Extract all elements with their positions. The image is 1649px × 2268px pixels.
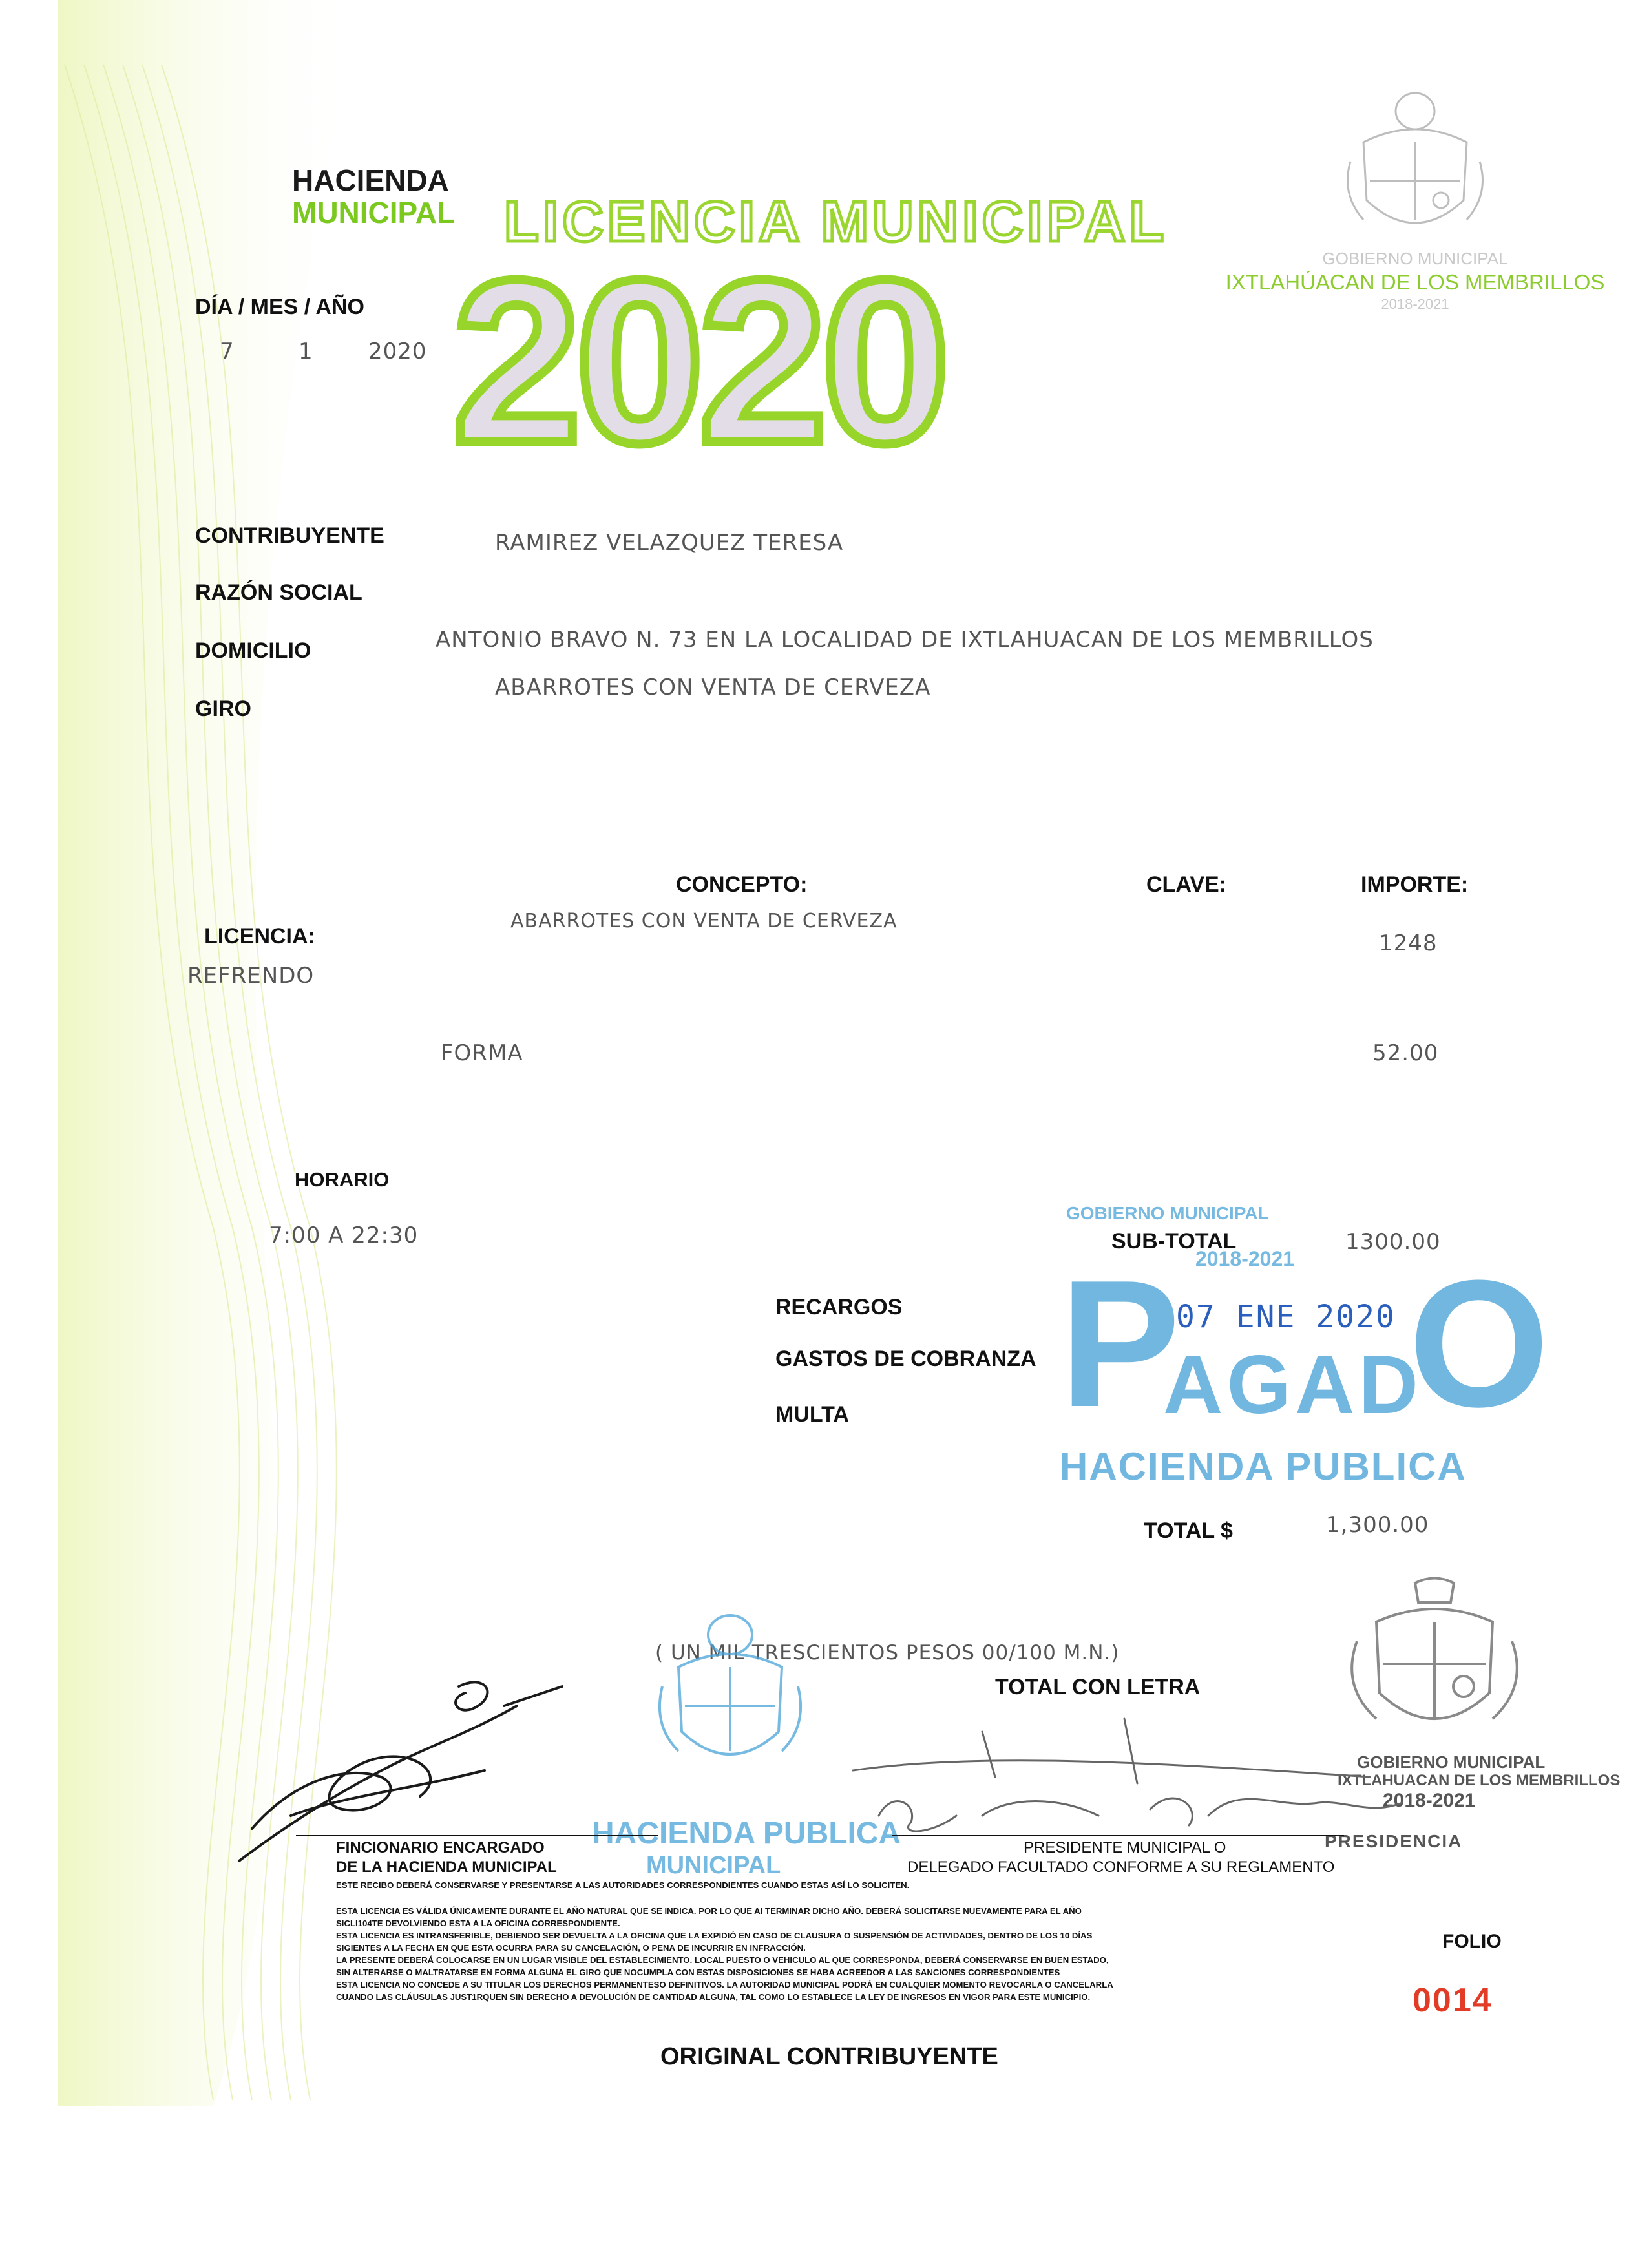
gov-name: GOBIERNO MUNICIPAL	[1322, 249, 1508, 268]
total-in-words: ( UN MIL TRESCIENTOS PESOS 00/100 M.N.)	[655, 1641, 1120, 1664]
giro-label: GIRO	[195, 697, 251, 721]
date-month: 1	[299, 339, 313, 364]
president-title-1: PRESIDENTE MUNICIPAL O	[1024, 1839, 1226, 1856]
paid-stamp-letter-o: O	[1409, 1243, 1549, 1445]
president-title-2: DELEGADO FACULTADO CONFORME A SU REGLAMENTO	[907, 1858, 1335, 1876]
fine-line: SIN ALTERARSE O MALTRATARSE EN FORMA ALGUNA EL GIRO QUE NOCUMPLA CON ESTAS DISPOSICIONES SE HABA ACREEDOR A LAS SANCIONES CORRESPONDIENTES	[336, 1968, 1060, 1977]
domicilio-value: ANTONIO BRAVO N. 73 EN LA LOCALIDAD DE IXTLAHUACAN DE LOS MEMBRILLOS	[436, 627, 1374, 653]
gov-term: 2018-2021	[1381, 296, 1449, 312]
forma-amount: 52.00	[1372, 1040, 1439, 1066]
president-signature-line	[892, 1835, 1344, 1836]
contribuyente-value: RAMIREZ VELAZQUEZ TERESA	[495, 530, 844, 556]
right-stamp-presidencia: PRESIDENCIA	[1325, 1831, 1463, 1851]
license-title: LICENCIA MUNICIPAL	[504, 189, 1168, 253]
horario-value: 7:00 A 22:30	[269, 1223, 419, 1248]
treasurer-title-2: DE LA HACIENDA MUNICIPAL	[336, 1858, 557, 1876]
municipal-subtitle: MUNICIPAL	[292, 196, 456, 229]
hacienda-title: HACIENDA	[292, 163, 449, 197]
total-value: 1,300.00	[1326, 1512, 1429, 1538]
right-stamp-municipality: IXTLAHUACAN DE LOS MEMBRILLOS	[1338, 1772, 1621, 1789]
copy-label: ORIGINAL CONTRIBUYENTE	[660, 2043, 998, 2070]
razon-social-label: RAZÓN SOCIAL	[195, 580, 362, 605]
right-stamp-term: 2018-2021	[1383, 1790, 1476, 1811]
fine-line: ESTA LICENCIA ES VÁLIDA ÚNICAMENTE DURANTE EL AÑO NATURAL QUE SE INDICA. POR LO QUE AI TERMINAR DICHO AÑO. DEBERÁ SOLICITARSE NUEVAMENTE PARA EL AÑO	[336, 1906, 1082, 1916]
total-label: TOTAL $	[1144, 1518, 1233, 1543]
fine-line: SICLI104TE DEVOLVIENDO ESTA A LA OFICINA CORRESPONDIENTE.	[336, 1918, 620, 1928]
subtotal-value: 1300.00	[1345, 1229, 1441, 1255]
importe-header: IMPORTE:	[1361, 872, 1469, 897]
fine-line: ESTA LICENCIA NO CONCEDE A SU TITULAR LOS DERECHOS PERMANENTESO DEFINITIVOS. LA AUTORIDAD MUNICIPAL PODRÁ EN CUALQUIER MOMENTO REVOCARLA O CANCELARLA	[336, 1980, 1113, 1990]
contribuyente-label: CONTRIBUYENTE	[195, 523, 384, 548]
licencia-label: LICENCIA:	[204, 924, 315, 949]
hacienda-seal-icon	[653, 1609, 808, 1790]
paid-stamp-word: AGAD	[1163, 1339, 1422, 1431]
domicilio-label: DOMICILIO	[195, 638, 311, 663]
legal-fine-print	[336, 1905, 1331, 2003]
fine-line: SIGIENTES A LA FECHA EN QUE ESTA OCURRA PARA SU CANCELACIÓN, O PENA DE INCURRIR EN INFRACCIÓN.	[336, 1943, 806, 1953]
paid-stamp-hacienda: HACIENDA PUBLICA	[1060, 1445, 1467, 1488]
gob-stamp-text: GOBIERNO MUNICIPAL	[1066, 1203, 1269, 1223]
gob-stamp-term: 2018-2021	[1195, 1247, 1295, 1270]
licencia-amount: 1248	[1379, 930, 1438, 956]
multa-label: MULTA	[775, 1402, 849, 1427]
year-banner: 2020	[452, 232, 944, 492]
concepto-header: CONCEPTO:	[676, 872, 808, 897]
giro-value: ABARROTES CON VENTA DE CERVEZA	[495, 675, 931, 700]
paid-stamp-date: 07 ENE 2020	[1176, 1299, 1396, 1335]
date-year: 2020	[368, 339, 427, 364]
fine-line: LA PRESENTE DEBERÁ COLOCARSE EN UN LUGAR VISIBLE DEL ESTABLECIMIENTO. LOCAL PUESTO O VEHICULO AL QUE CORRESPONDA, DEBERÁ CONSERVARSE EN BUEN ESTADO,	[336, 1955, 1109, 1965]
treasurer-signature-line	[296, 1835, 658, 1836]
coat-of-arms-icon	[1344, 84, 1486, 252]
folio-label: FOLIO	[1442, 1931, 1502, 1952]
right-stamp-gov: GOBIERNO MUNICIPAL	[1357, 1752, 1546, 1772]
president-signature-icon	[788, 1706, 1518, 1842]
licencia-concept: ABARROTES CON VENTA DE CERVEZA	[510, 910, 898, 932]
gov-municipality: IXTLAHÚACAN DE LOS MEMBRILLOS	[1225, 270, 1605, 294]
horario-label: HORARIO	[295, 1168, 390, 1191]
total-in-words-label: TOTAL CON LETRA	[995, 1675, 1201, 1699]
recargos-label: RECARGOS	[775, 1295, 903, 1319]
hacienda-stamp-municipal: MUNICIPAL	[646, 1852, 781, 1879]
clave-header: CLAVE:	[1146, 872, 1227, 897]
fine-line: CUANDO LAS CLÁUSULAS JUST1RQUEN SIN DERECHO A DEVOLUCIÓN DE CANTIDAD ALGUNA, TAL COMO LO ESTABLECE LA LEY DE INGRESOS EN VIGOR PARA ESTE MUNICIPIO.	[336, 1992, 1091, 2002]
fine-line: ESTA LICENCIA ES INTRANSFERIBLE, DEBIENDO SER DEVUELTA A LA OFICINA QUE LA EXPIDIÓ EN CASO DE CLAUSURA O SUSPENSIÓN DE ACTIVIDADES, DENTRO DE LOS 10 DÍAS	[336, 1931, 1093, 1940]
hacienda-stamp-text: HACIENDA PUBLICA	[592, 1816, 901, 1851]
forma-label: FORMA	[441, 1040, 523, 1066]
treasurer-title-1: FINCIONARIO ENCARGADO	[336, 1839, 545, 1856]
subtotal-label: SUB-TOTAL	[1111, 1229, 1237, 1254]
paid-stamp-letter-p: P	[1060, 1243, 1181, 1445]
date-label: DÍA / MES / AÑO	[195, 295, 364, 319]
date-day: 7	[220, 339, 235, 364]
folio-number: 0014	[1413, 1982, 1493, 2019]
refrendo-label: REFRENDO	[187, 963, 315, 989]
notice-text: ESTE RECIBO DEBERÁ CONSERVARSE Y PRESENTARSE A LAS AUTORIDADES CORRESPONDIENTES CUANDO ESTAS ASÍ LO SOLICITEN.	[336, 1880, 910, 1890]
gastos-cobranza-label: GASTOS DE COBRANZA	[775, 1347, 1036, 1371]
